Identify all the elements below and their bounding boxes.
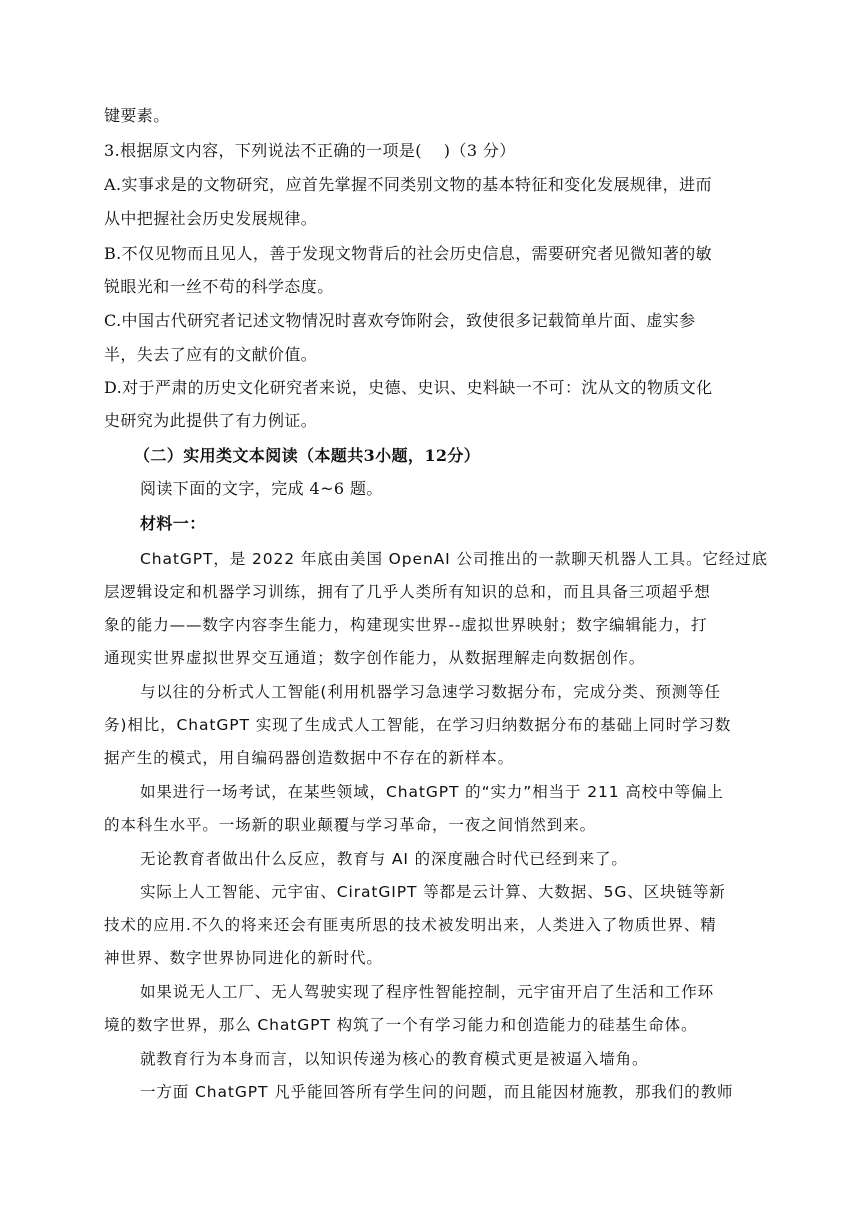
material-1-label: 材料一： — [140, 514, 206, 533]
option-c-line-1: C.中国古代研究者记述文物情况时喜欢夸饰附会，致使很多记载简单片面、虚实参 — [104, 311, 696, 330]
paragraph-line: 无论教育者做出什么反应，教育与 AI 的深度融合时代已经到来了。 — [140, 850, 628, 868]
paragraph-line: 如果进行一场考试，在某些领域，ChatGPT 的“实力”相当于 211 高校中等偏上 — [140, 783, 724, 801]
option-b-line-1: B.不仅见物而且见人，善于发现文物背后的社会历史信息，需要研究者见微知著的敏 — [104, 244, 713, 263]
reading-instruction: 阅读下面的文字，完成 4~6 题。 — [140, 479, 383, 498]
option-a-line-1: A.实事求是的文物研究，应首先掌握不同类别文物的基本特征和变化发展规律，进而 — [104, 175, 712, 194]
paragraph-line: 务)相比，ChatGPT 实现了生成式人工智能，在学习归纳数据分布的基础上同时学习数 — [104, 716, 732, 734]
text-line: 键要素。 — [104, 106, 170, 125]
paragraph-line: 神世界、数字世界协同进化的新时代。 — [104, 949, 383, 967]
paragraph-line: ChatGPT，是 2022 年底由美国 OpenAI 公司推出的一款聊天机器人工具。它经过底 — [140, 550, 769, 568]
option-c-line-2: 半，失去了应有的文献价值。 — [104, 345, 318, 364]
paragraph-line: 技术的应用.不久的将来还会有匪夷所思的技术被发明出来，人类进入了物质世界、精 — [104, 916, 717, 934]
paragraph-line: 据产生的模式，用自编码器创造数据中不存在的新样本。 — [104, 749, 515, 767]
paragraph-line: 的本科生水平。一场新的职业颠覆与学习革命，一夜之间悄然到来。 — [104, 816, 597, 834]
paragraph-line: 象的能力——数字内容李生能力，构建现实世界--虚拟世界映射；数字编辑能力，打 — [104, 616, 708, 634]
paragraph-line: 如果说无人工厂、无人驾驶实现了程序性智能控制，元宇宙开启了生活和工作环 — [140, 983, 715, 1001]
paragraph-line: 实际上人工智能、元宇宙、CiratGIPT 等都是云计算、大数据、5G、区块链等新 — [140, 883, 726, 901]
paragraph-line: 就教育行为本身而言，以知识传递为核心的教育模式更是被逼入墙角。 — [140, 1050, 649, 1068]
paragraph-line: 一方面 ChatGPT 凡乎能回答所有学生问的问题，而且能因材施教，那我们的教师 — [140, 1083, 734, 1101]
paragraph-line: 与以往的分析式人工智能(利用机器学习急速学习数据分布，完成分类、预测等任 — [140, 683, 721, 701]
option-d-line-1: D.对于严肃的历史文化研究者来说，史德、史识、史料缺一不可：沈从文的物质文化 — [104, 378, 713, 397]
paragraph-line: 层逻辑设定和机器学习训练，拥有了几乎人类所有知识的总和，而且具备三项超乎想 — [104, 583, 711, 601]
option-d-line-2: 史研究为此提供了有力例证。 — [104, 411, 318, 430]
option-b-line-2: 锐眼光和一丝不苟的科学态度。 — [104, 277, 334, 296]
section-heading: （二）实用类文本阅读（本题共3小题，12分） — [134, 446, 481, 465]
question-3-stem: 3.根据原文内容，下列说法不正确的一项是( )（3 分） — [104, 141, 516, 160]
option-a-line-2: 从中把握社会历史发展规律。 — [104, 209, 318, 228]
paragraph-line: 通现实世界虚拟世界交互通道；数字创作能力，从数据理解走向数据创作。 — [104, 649, 646, 667]
paragraph-line: 境的数字世界，那么 ChatGPT 构筑了一个有学习能力和创造能力的硅基生命体。 — [104, 1016, 698, 1034]
